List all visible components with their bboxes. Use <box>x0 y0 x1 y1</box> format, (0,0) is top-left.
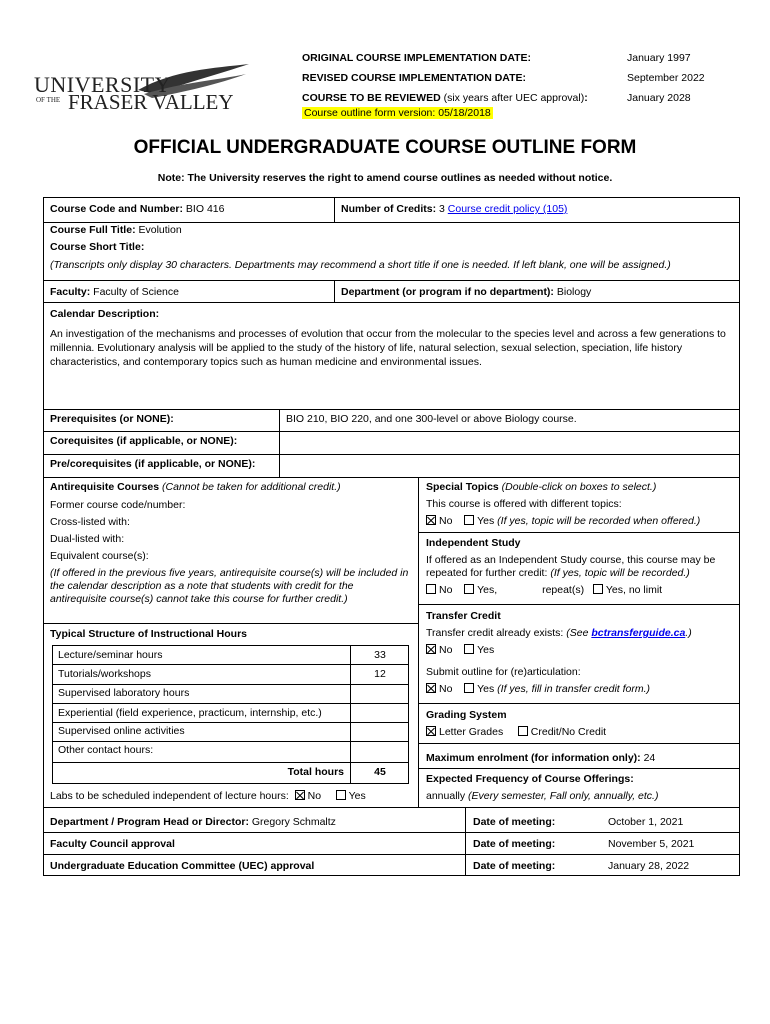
credit-no-credit-checkbox[interactable] <box>518 726 528 736</box>
max-enrolment-value: 24 <box>640 752 656 764</box>
hours-row-label: Tutorials/workshops <box>58 668 151 680</box>
bctransferguide-link[interactable]: bctransferguide.ca <box>591 627 686 639</box>
hours-row-label: Supervised online activities <box>58 725 185 737</box>
course-code-field[interactable] <box>50 203 224 215</box>
credits-label: Number of Credits: <box>341 203 437 215</box>
divider <box>334 280 335 302</box>
revised-date-label: REVISED COURSE IMPLEMENTATION DATE: <box>302 72 527 84</box>
credits-field[interactable] <box>341 203 567 215</box>
divider <box>43 477 740 478</box>
hours-row-label: Experiential (field experience, practicum, internship, etc.) <box>58 707 322 719</box>
credit-policy-link[interactable]: Course credit policy (105) <box>447 203 568 215</box>
approval-row-dept-head[interactable] <box>50 816 336 828</box>
labs-no-label: No <box>307 790 322 802</box>
transfer-yes-label: Yes <box>477 644 495 656</box>
hours-row-value[interactable]: 12 <box>374 668 386 680</box>
review-date-label: COURSE TO BE REVIEWED <box>302 92 441 104</box>
divider <box>418 703 740 704</box>
divider <box>418 743 740 744</box>
divider <box>418 604 740 605</box>
short-title-note: (Transcripts only display 30 characters. Departments may recommend a short title if one is needed. If left blank, one will be assigned.) <box>50 259 671 271</box>
prerequisites-label: Prerequisites (or NONE): <box>50 413 174 425</box>
independent-study-options <box>426 584 662 596</box>
page-title: OFFICIAL UNDERGRADUATE COURSE OUTLINE FORM <box>133 137 637 158</box>
divider <box>43 832 740 833</box>
original-date-label: ORIGINAL COURSE IMPLEMENTATION DATE: <box>302 52 532 64</box>
independent-study-note: (If yes, topic will be recorded.) <box>547 567 690 579</box>
special-topics-yes-label: Yes <box>477 515 495 527</box>
articulation-question: Submit outline for (re)articulation: <box>426 666 581 678</box>
transfer-no-label: No <box>439 644 453 656</box>
antirequisite-header <box>50 481 341 493</box>
divider <box>43 409 740 410</box>
approval-name: Gregory Schmaltz <box>248 816 336 828</box>
faculty-value: Faculty of Science <box>90 286 179 298</box>
labs-yes-checkbox[interactable] <box>336 790 346 800</box>
hours-row-value[interactable]: 33 <box>374 649 386 661</box>
divider <box>43 431 740 432</box>
cross-listed-field[interactable]: Cross-listed with: <box>50 516 130 528</box>
divider <box>43 807 740 808</box>
transfer-credit-question <box>426 627 692 639</box>
labs-scheduled-label: Labs to be scheduled independent of lecture hours: <box>50 790 289 802</box>
dual-listed-field[interactable]: Dual-listed with: <box>50 533 125 545</box>
special-topics-no-checkbox[interactable] <box>426 515 436 525</box>
divider <box>52 703 409 704</box>
letter-grades-checkbox[interactable] <box>426 726 436 736</box>
course-code-value: BIO 416 <box>183 203 225 215</box>
independent-study-text: If offered as an Independent Study course, this course may be repeated for further credit: <box>426 554 716 579</box>
university-logo <box>34 62 249 122</box>
independent-yes-label: Yes, <box>477 584 498 596</box>
calendar-description-text[interactable]: An investigation of the mechanisms and processes of evolution that occur from the molecular to the species level and across a few generations to millennia. Evolutionary analysis will be applied to the study of the history of life, natural selection, sexual selection, speciation, life history characteristics, and contemporary topics such as human medicine and environmental issues. <box>50 328 726 368</box>
divider <box>52 762 409 763</box>
short-title-label: Course Short Title: <box>50 241 145 253</box>
hours-row-label: Lecture/seminar hours <box>58 649 163 661</box>
precorequisites-label: Pre/corequisites (if applicable, or NONE): <box>50 458 256 470</box>
labs-no-checkbox[interactable] <box>295 790 305 800</box>
independent-study-question <box>426 554 734 580</box>
antirequisite-note: (Cannot be taken for additional credit.) <box>159 481 341 493</box>
independent-no-limit-checkbox[interactable] <box>593 584 603 594</box>
transfer-exists-text: Transfer credit already exists: <box>426 627 564 639</box>
equivalent-courses-field[interactable]: Equivalent course(s): <box>50 550 149 562</box>
special-topics-question: This course is offered with different topics: <box>426 498 622 510</box>
divider <box>465 807 466 876</box>
frequency-field[interactable] <box>426 790 658 802</box>
meeting-date-label: Date of meeting: <box>473 860 556 872</box>
divider <box>43 854 740 855</box>
divider <box>43 222 740 223</box>
transfer-see-text: (See <box>563 627 592 639</box>
antirequisite-explanation: (If offered in the previous five years, antirequisite course(s) will be included in the calendar description as a note that students with credit for the antirequisite course(s) cannot take this course for further credit.) <box>50 567 409 605</box>
special-topics-header <box>426 481 656 493</box>
independent-repeats-label: repeat(s) <box>542 584 585 596</box>
course-code-label: Course Code and Number: <box>50 203 184 215</box>
credit-no-credit-label: Credit/No Credit <box>530 726 607 738</box>
full-title-value: Evolution <box>135 224 182 236</box>
full-title-label: Course Full Title: <box>50 224 136 236</box>
calendar-description-label: Calendar Description: <box>50 308 160 320</box>
divider <box>43 302 740 303</box>
grading-options <box>426 726 606 738</box>
special-topics-note: (Double-click on boxes to select.) <box>498 481 657 493</box>
divider <box>43 623 418 624</box>
independent-no-limit-label: Yes, no limit <box>605 584 663 596</box>
independent-yes-checkbox[interactable] <box>464 584 474 594</box>
frequency-note: (Every semester, Fall only, annually, etc.) <box>468 790 659 802</box>
approval-label: Department / Program Head or Director: <box>50 816 249 828</box>
articulation-options <box>426 683 650 695</box>
instructional-hours-label: Typical Structure of Instructional Hours <box>50 628 247 640</box>
meeting-date-label: Date of meeting: <box>473 838 556 850</box>
independent-study-label: Independent Study <box>426 537 521 549</box>
divider <box>52 684 409 685</box>
divider <box>43 454 740 455</box>
logo-fraser-valley-text: FRASER VALLEY <box>68 90 234 114</box>
divider <box>418 477 419 807</box>
divider <box>279 409 280 477</box>
review-date-row <box>302 92 588 104</box>
hours-row-label: Other contact hours: <box>58 744 154 756</box>
frequency-label: Expected Frequency of Course Offerings: <box>426 773 634 785</box>
full-title-field[interactable] <box>50 224 182 236</box>
review-colon: : <box>584 92 588 104</box>
articulation-yes-label: Yes <box>477 683 495 695</box>
transfer-no-checkbox[interactable] <box>426 644 436 654</box>
meeting-date-value: November 5, 2021 <box>608 838 695 850</box>
hours-row-label: Supervised laboratory hours <box>58 687 190 699</box>
review-date-value: January 2028 <box>627 92 691 104</box>
special-topics-options <box>426 515 700 527</box>
special-topics-yes-note: (If yes, topic will be recorded when offered.) <box>494 515 701 527</box>
department-field[interactable] <box>341 286 591 298</box>
former-course-field[interactable]: Former course code/number: <box>50 499 186 511</box>
meeting-date-value: October 1, 2021 <box>608 816 684 828</box>
department-label: Department (or program if no department): <box>341 286 554 298</box>
amend-note: Note: The University reserves the right to amend course outlines as needed without notice. <box>157 172 613 184</box>
max-enrolment-field[interactable] <box>426 752 655 764</box>
articulation-no-checkbox[interactable] <box>426 683 436 693</box>
logo-of-the-text: OF THE <box>36 96 61 104</box>
divider <box>52 722 409 723</box>
labs-yes-label: Yes <box>348 790 366 802</box>
letter-grades-label: Letter Grades <box>439 726 504 738</box>
divider <box>334 197 335 222</box>
articulation-yes-note: (If yes, fill in transfer credit form.) <box>494 683 651 695</box>
department-value: Biology <box>553 286 592 298</box>
articulation-yes-checkbox[interactable] <box>464 683 474 693</box>
transfer-yes-checkbox[interactable] <box>464 644 474 654</box>
independent-no-label: No <box>439 584 453 596</box>
transfer-exists-options <box>426 644 494 656</box>
transfer-credit-label: Transfer Credit <box>426 610 501 622</box>
special-topics-yes-checkbox[interactable] <box>464 515 474 525</box>
prerequisites-value[interactable]: BIO 210, BIO 220, and one 300-level or above Biology course. <box>286 413 577 425</box>
divider <box>350 645 351 784</box>
transfer-close-text: .) <box>685 627 692 639</box>
special-topics-no-label: No <box>439 515 453 527</box>
credits-value: 3 <box>436 203 448 215</box>
meeting-date-value: January 28, 2022 <box>608 860 690 872</box>
faculty-label: Faculty: <box>50 286 91 298</box>
labs-scheduled-row <box>50 790 366 802</box>
meeting-date-label: Date of meeting: <box>473 816 556 828</box>
form-version: Course outline form version: 05/18/2018 <box>304 107 491 119</box>
divider <box>418 768 740 769</box>
frequency-value: annually <box>426 790 469 802</box>
divider <box>43 280 740 281</box>
review-date-note: (six years after UEC approval) <box>440 92 585 104</box>
independent-no-checkbox[interactable] <box>426 584 436 594</box>
total-hours-value: 45 <box>374 766 386 778</box>
total-hours-label: Total hours <box>287 766 344 778</box>
faculty-field[interactable] <box>50 286 179 298</box>
divider <box>52 741 409 742</box>
special-topics-label: Special Topics <box>426 481 499 493</box>
original-date-value: January 1997 <box>627 52 691 64</box>
grading-system-label: Grading System <box>426 709 507 721</box>
corequisites-label: Corequisites (if applicable, or NONE): <box>50 435 238 447</box>
max-enrolment-label: Maximum enrolment (for information only): <box>426 752 641 764</box>
antirequisite-label: Antirequisite Courses <box>50 481 160 493</box>
approval-row-faculty-council[interactable]: Faculty Council approval <box>50 838 175 850</box>
logo-university-text: UNIVERSITY <box>34 72 171 97</box>
divider <box>418 532 740 533</box>
divider <box>52 664 409 665</box>
approval-row-uec[interactable]: Undergraduate Education Committee (UEC) approval <box>50 860 315 872</box>
revised-date-value: September 2022 <box>627 72 705 84</box>
articulation-no-label: No <box>439 683 453 695</box>
